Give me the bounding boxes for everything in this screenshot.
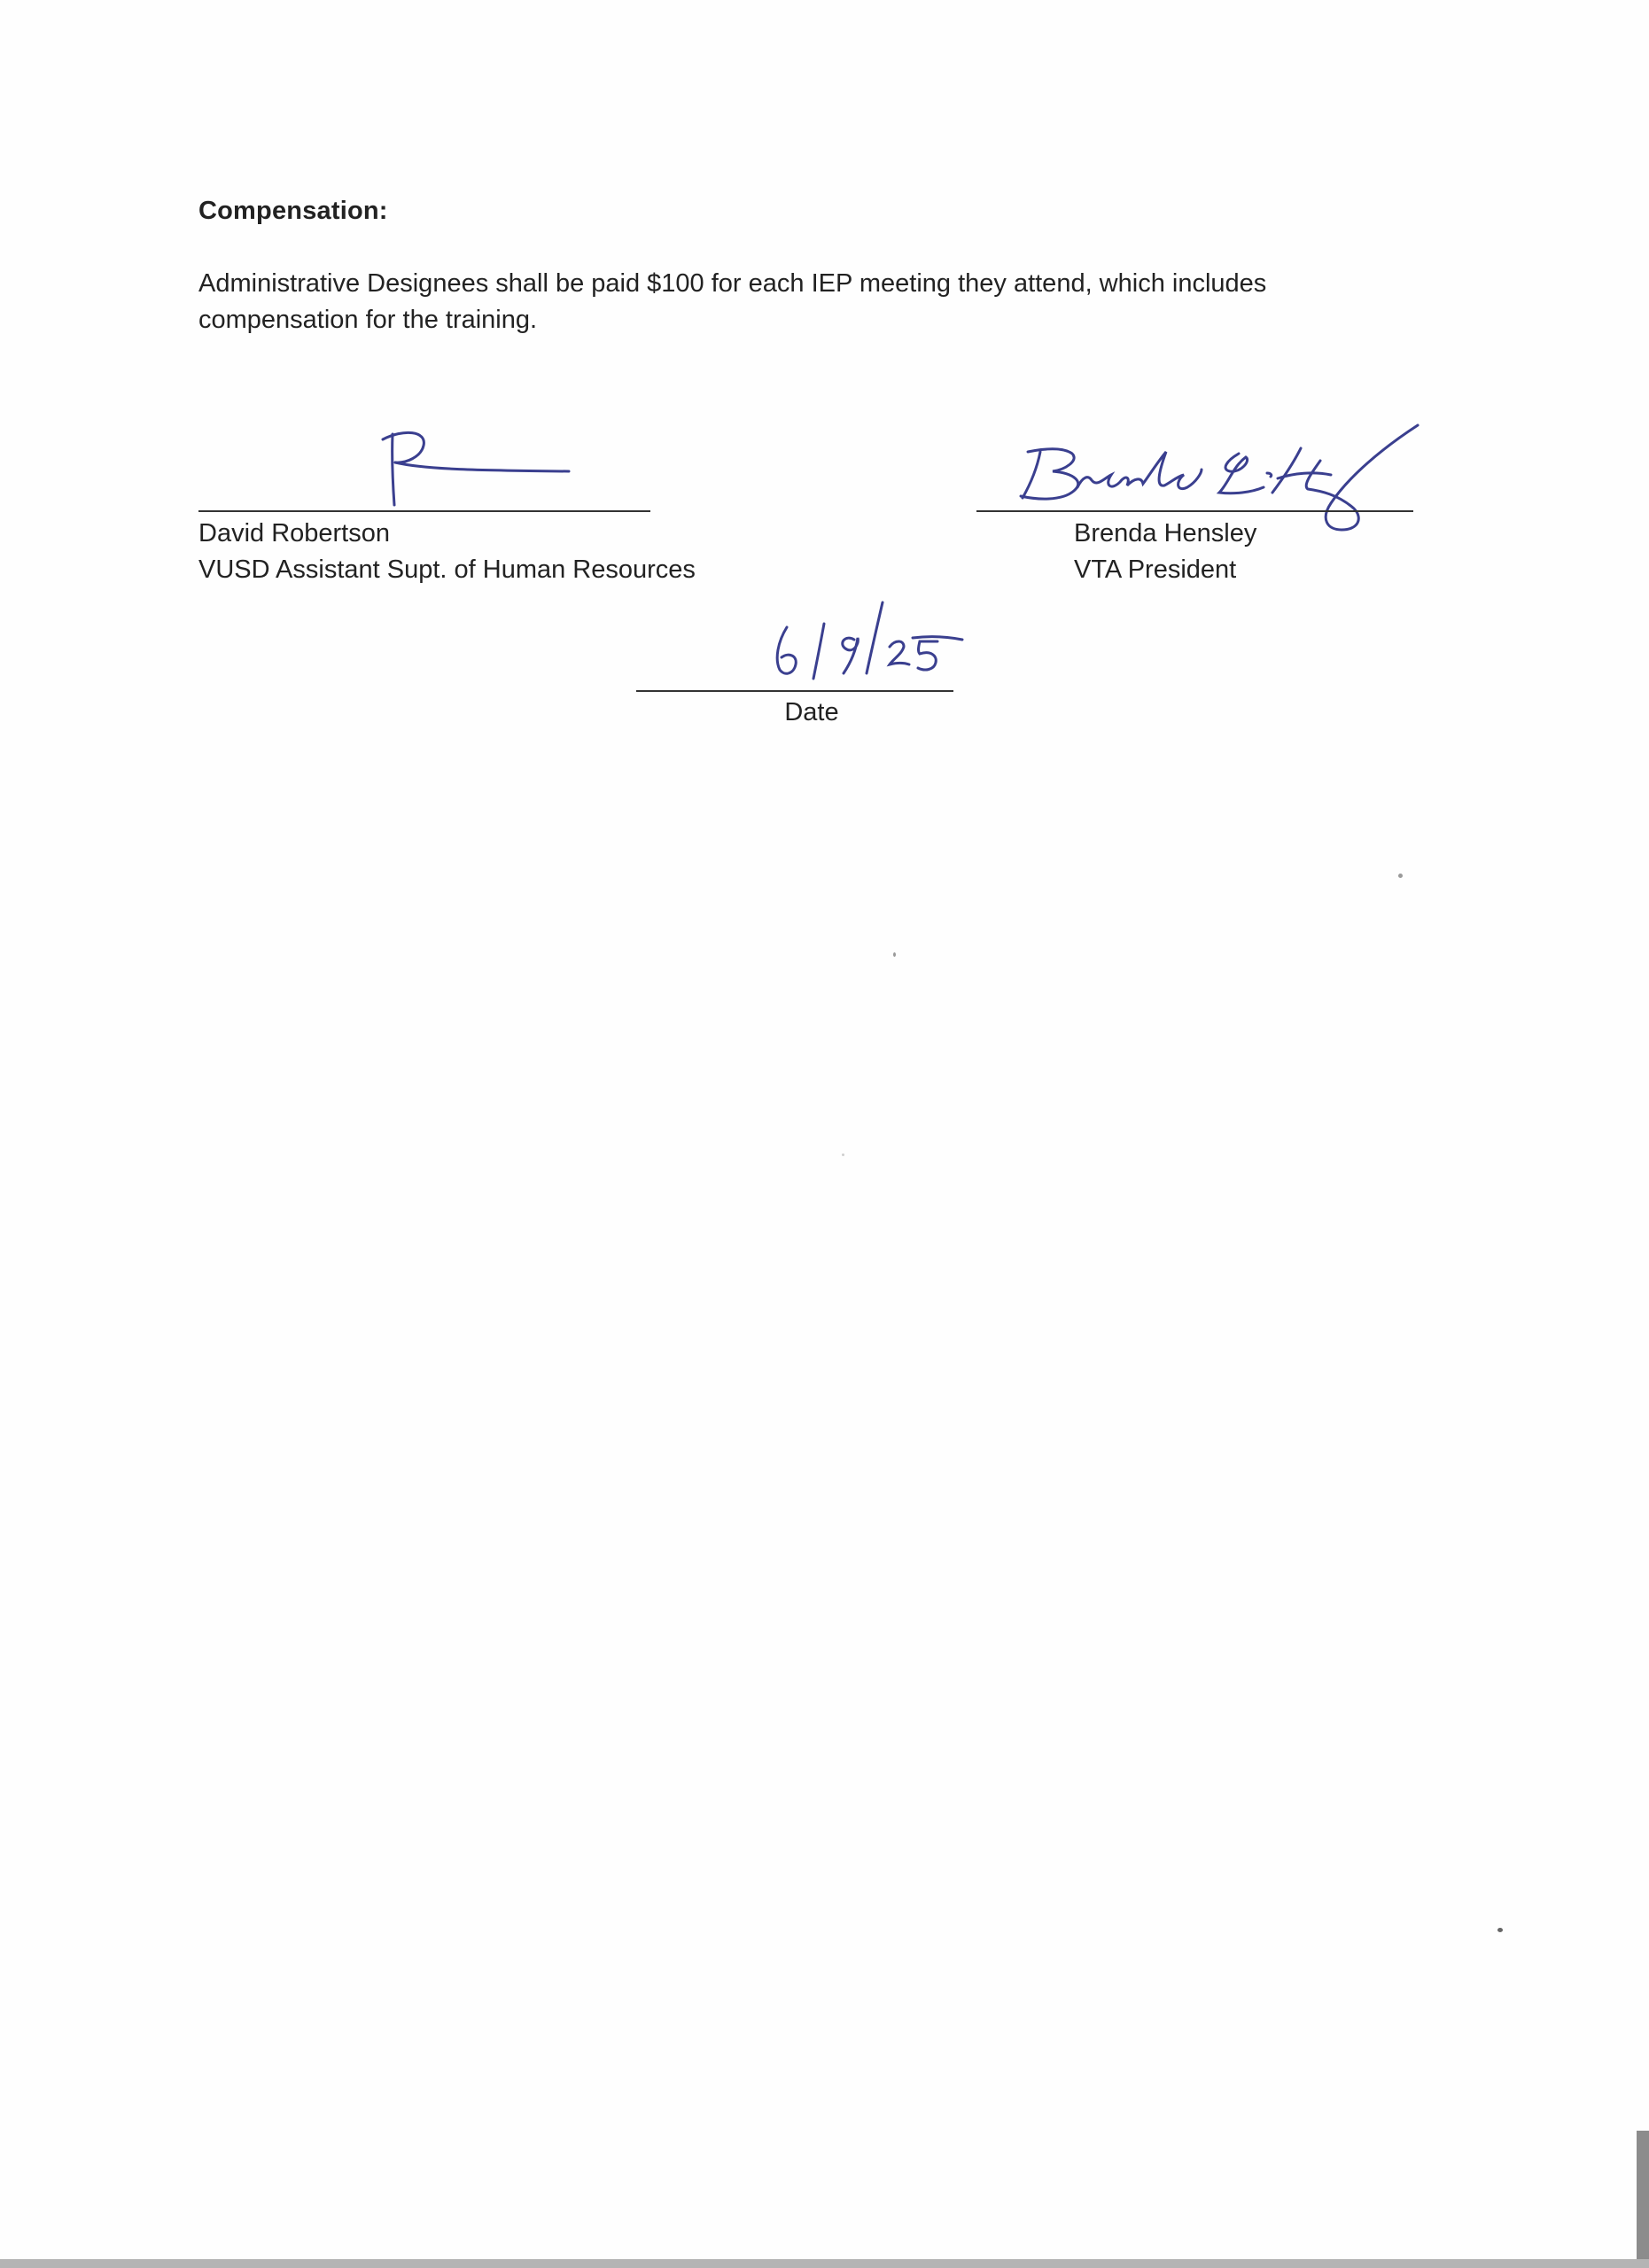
scan-bottom-edge: [0, 2259, 1649, 2268]
robertson-caption: [198, 516, 696, 588]
handwritten-date: [762, 592, 975, 689]
robertson-signature: [372, 423, 585, 512]
date-line: [636, 690, 953, 692]
scan-speck: [1398, 874, 1403, 878]
scan-speck: [842, 1153, 844, 1156]
hensley-title: VTA President: [1074, 555, 1237, 584]
compensation-paragraph: Administrative Designees shall be paid $100 for each IEP meeting they attend, which includes compensation for the training.: [198, 269, 1267, 334]
scan-edge-shadow: [1637, 2131, 1649, 2268]
section-heading: Compensation:: [198, 197, 388, 225]
hensley-signature-line: [976, 510, 1413, 512]
hensley-name: Brenda Hensley: [1074, 519, 1257, 548]
scan-speck: [1497, 1928, 1503, 1932]
date-label: Date: [784, 698, 839, 726]
robertson-signature-line: [198, 510, 650, 512]
scan-speck: [893, 952, 896, 957]
hensley-caption: [1074, 516, 1256, 588]
robertson-name: David Robertson: [198, 519, 390, 548]
robertson-title: VUSD Assistant Supt. of Human Resources: [198, 555, 696, 584]
